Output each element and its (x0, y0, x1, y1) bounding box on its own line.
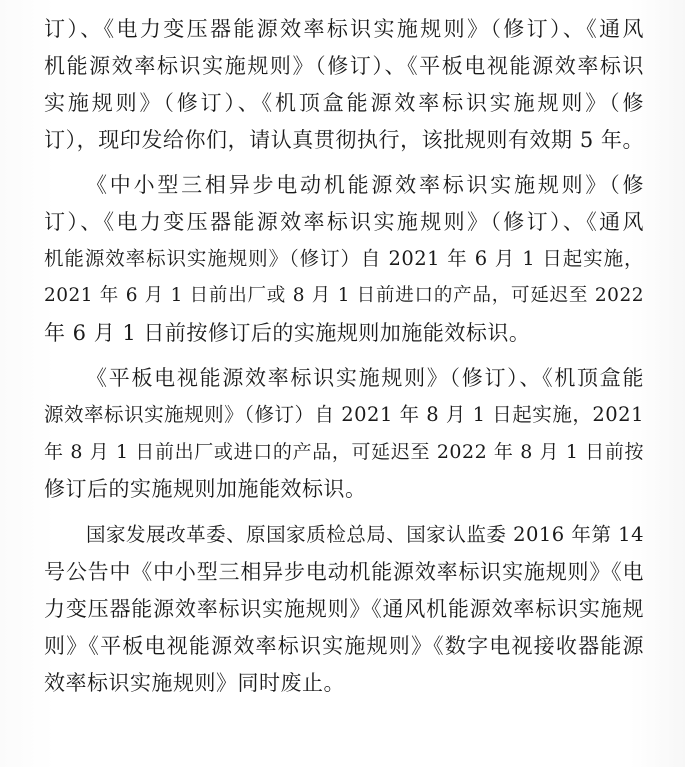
paragraph-4-line-3: 力变压器能源效率标识实施规则》《通风机能源效率标识实施规 (44, 597, 644, 621)
paragraph-3-line-2: 源效率标识实施规则》（修订）自 2021 年 8 月 1 日起实施，2021 (44, 403, 644, 426)
paragraph-1-line-3: 实施规则》（修订）、《机顶盒能源效率标识实施规则》（修 (44, 91, 644, 115)
paragraph-2-line-4: 2021 年 6 月 1 日前出厂或 8 月 1 日前进口的产品，可延迟至 2022 (44, 285, 644, 306)
paragraph-3-line-1: 《平板电视能源效率标识实施规则》（修订）、《机顶盒能 (86, 366, 644, 390)
paragraph-4-line-2: 号公告中《中小型三相异步电动机能源效率标识实施规则》《电 (44, 560, 644, 584)
paragraph-1-line-2: 机能源效率标识实施规则》（修订）、《平板电视能源效率标识 (44, 54, 644, 78)
paragraph-2-line-2: 订）、《电力变压器能源效率标识实施规则》（修订）、《通风 (44, 210, 644, 234)
paragraph-1-line-1: 订）、《电力变压器能源效率标识实施规则》（修订）、《通风 (44, 17, 644, 41)
paragraph-2-line-5: 年 6 月 1 日前按修订后的实施规则加施能效标识。 (44, 321, 531, 345)
paragraph-4-line-1: 国家发展改革委、原国家质检总局、国家认监委 2016 年第 14 (86, 523, 644, 546)
paragraph-4-line-4: 则》《平板电视能源效率标识实施规则》《数字电视接收器能源 (44, 634, 644, 658)
paragraph-2-line-1: 《中小型三相异步电动机能源效率标识实施规则》（修 (86, 173, 644, 197)
paragraph-3-line-4: 修订后的实施规则加施能效标识。 (44, 477, 367, 501)
paragraph-1-line-4: 订），现印发给你们，请认真贯彻执行，该批规则有效期 5 年。 (44, 128, 644, 152)
paragraph-4-line-5: 效率标识实施规则》同时废止。 (44, 671, 345, 695)
paragraph-3-line-3: 年 8 月 1 日前出厂或进口的产品，可延迟至 2022 年 8 月 1 日前按 (44, 441, 644, 463)
paragraph-2-line-3: 机能源效率标识实施规则》（修订）自 2021 年 6 月 1 日起实施， (44, 247, 644, 270)
